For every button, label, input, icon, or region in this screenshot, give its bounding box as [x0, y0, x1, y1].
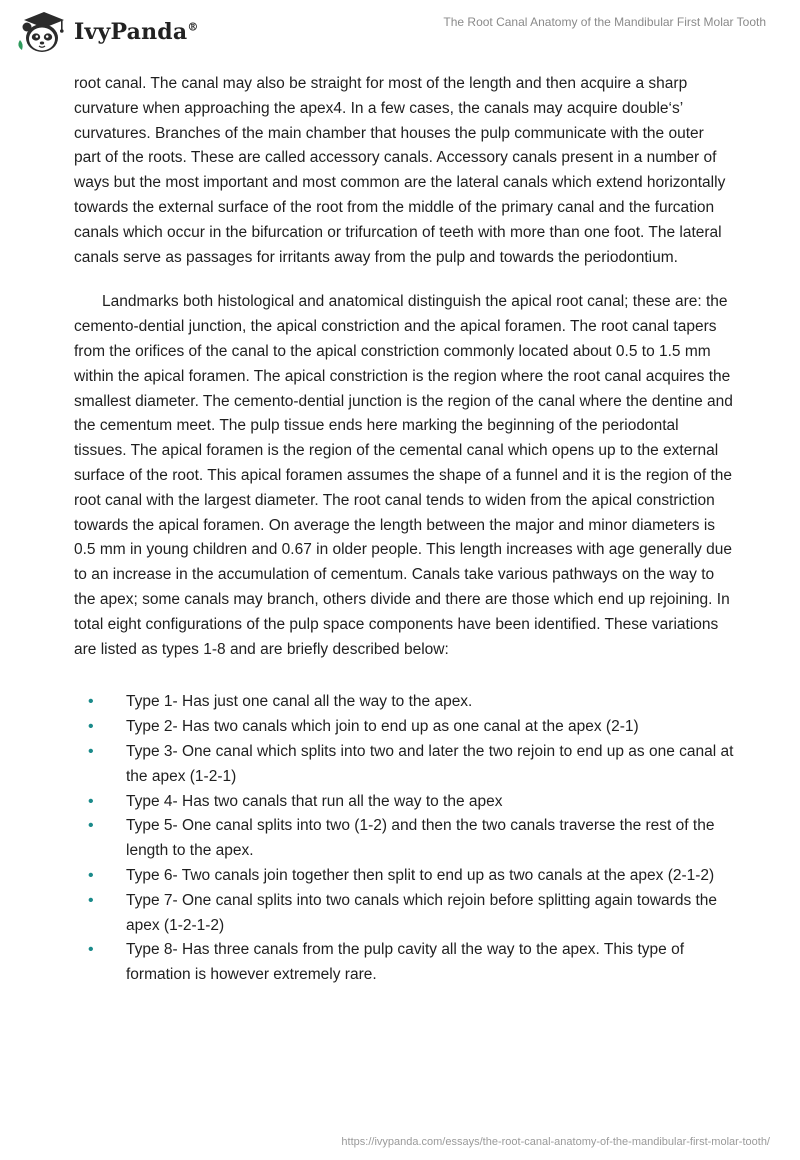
list-item: • Type 1- Has just one canal all the way to the apex.	[74, 690, 734, 715]
list-item: • Type 4- Has two canals that run all the way to the apex	[74, 790, 734, 815]
paragraph-2: Landmarks both histological and anatomical distinguish the apical root canal; these are: the cemento-dential junction, the apical constriction and the apical foramen. The root canal tapers from the orifices of the canal to the apical constriction commonly located about 0.5 to 1.5 mm within the apical foramen. The apical constriction is the region where the root canal acquires the smallest diameter. The cemento-dential junction is the region of the canal where the dentine and the cementum meet. The pulp tissue ends here marking the beginning of the periodontal tissues. The apical foramen is the region of the cemental canal which opens up to the external surface of the root. This apical foramen assumes the shape of a funnel and it is the region of the root canal with the largest diameter. The root canal tends to widen from the apical constriction towards the apical foramen. On average the length between the major and minor diameters is 0.5 mm in young children and 0.67 in older people. This length increases with age generally due to an increase in the accumulation of cementum. Canals take various pathways on the way to the apex; some canals may branch, others divide and there are those which end up rejoining. In total eight configurations of the pulp space components have been identified. These variations are listed as types 1-8 and are briefly described below:	[74, 293, 733, 658]
bullet-icon: •	[88, 718, 94, 736]
bullet-icon: •	[88, 742, 94, 760]
panda-graduate-icon	[14, 10, 70, 54]
source-url-link[interactable]: https://ivypanda.com/essays/the-root-canal-anatomy-of-the-mandibular-first-molar-tooth/	[341, 1136, 770, 1148]
list-item: • Type 5- One canal splits into two (1-2) and then the two canals traverse the rest of the length to the apex.	[74, 814, 734, 864]
bullet-icon: •	[88, 792, 94, 810]
bullet-icon: •	[88, 693, 94, 711]
paragraph-1: root canal. The canal may also be straight for most of the length and then acquire a sharp curvature when approaching the apex4. In a few cases, the canals may acquire double‘s’ curvatures. Branches of the main chamber that houses the pulp communicate with the outer part of the roots. These are called accessory canals. Accessory canals present in a number of ways but the most important and most common are the lateral canals which extend horizontally towards the external surface of the root from the middle of the primary canal and the furcation canals which occur in the bifurcation or trifurcation of teeth with more than one foot. The lateral canals serve as passages for irritants away from the pulp and towards the periodontium.	[74, 75, 726, 266]
page-header	[0, 0, 800, 70]
logo-text: IvyPanda®	[74, 19, 199, 45]
document-title: The Root Canal Anatomy of the Mandibular First Molar Tooth	[443, 15, 766, 29]
essay-content	[74, 72, 734, 988]
canal-types-list	[74, 690, 734, 988]
bullet-icon: •	[88, 817, 94, 835]
list-item: • Type 6- Two canals join together then split to end up as two canals at the apex (2-1-2)	[74, 864, 734, 889]
list-item: • Type 3- One canal which splits into two and later the two rejoin to end up as one canal at the apex (1-2-1)	[74, 740, 734, 790]
ivypanda-logo[interactable]	[14, 10, 199, 54]
bullet-icon: •	[88, 891, 94, 909]
bullet-icon: •	[88, 866, 94, 884]
list-item: • Type 8- Has three canals from the pulp cavity all the way to the apex. This type of formation is however extremely rare.	[74, 938, 734, 988]
list-item: • Type 2- Has two canals which join to end up as one canal at the apex (2-1)	[74, 715, 734, 740]
list-item: • Type 7- One canal splits into two canals which rejoin before splitting again towards the apex (1-2-1-2)	[74, 889, 734, 939]
bullet-icon: •	[88, 941, 94, 959]
